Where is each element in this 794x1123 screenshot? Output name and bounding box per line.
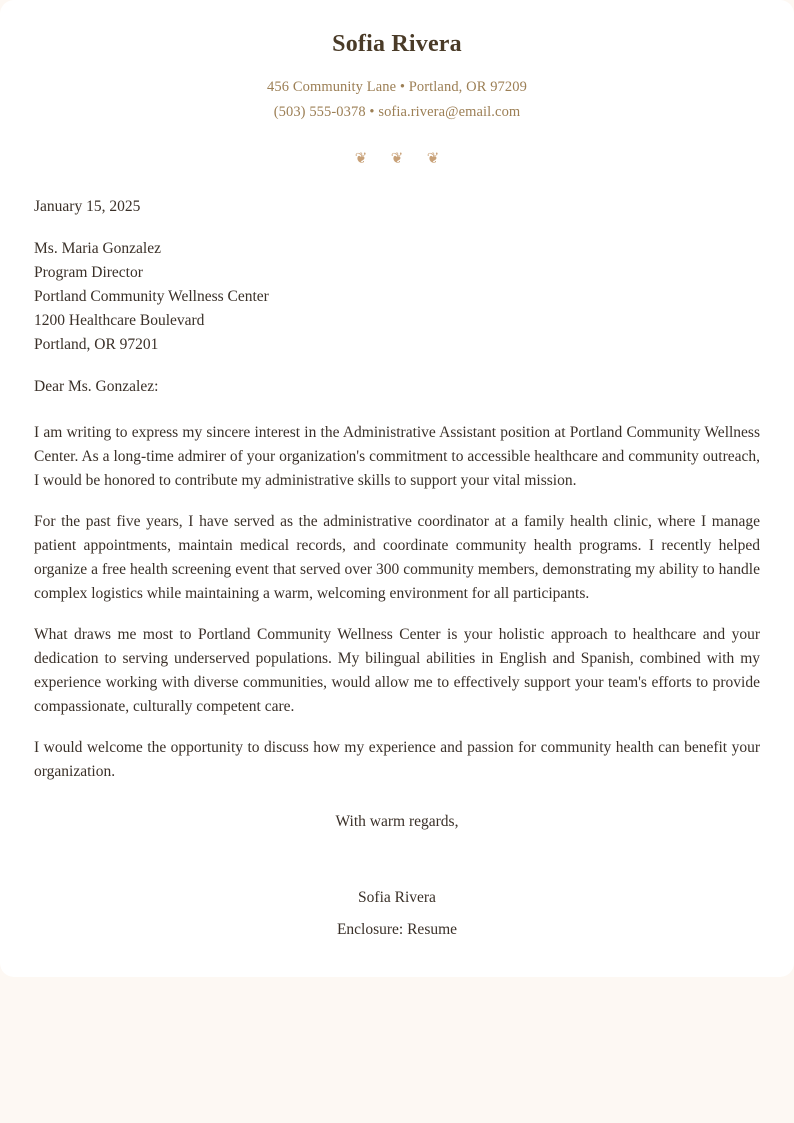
signature-name: Sofia Rivera [358,888,436,906]
salutation: Dear Ms. Gonzalez: [34,377,159,395]
letterhead [34,0,760,125]
recipient-address-block [34,237,760,357]
floral-heart-ornament-icon: ❦ [354,150,368,167]
body-paragraph: For the past five years, I have served as the administrative coordinator at a family health clinic, where I manage patient appointments, maintain medical records, and coordinate community health programs. I recently helped organize a free health screening event that served over 300 community members, demonstrating my ability to handle complex logistics while maintaining a warm, welcoming environment for all participants. [34,512,760,602]
recipient-street: 1200 Healthcare Boulevard [34,311,205,329]
ornament-divider [34,151,760,173]
enclosure-line: Enclosure: Resume [336,920,458,938]
recipient-organization: Portland Community Wellness Center [34,287,269,305]
recipient-name: Ms. Maria Gonzalez [34,239,161,257]
recipient-city-state-zip: Portland, OR 97201 [34,335,159,353]
body-paragraph: What draws me most to Portland Community Wellness Center is your holistic approach to healthcare and your dedication to serving underserved populations. My bilingual abilities in English and Spanish, combined with my experience working with diverse communities, would allow me to effectively support your team's efforts to provide compassionate, culturally competent care. [34,625,760,715]
sender-name: Sofia Rivera [332,31,462,57]
letter-body [34,195,760,942]
closing-block [34,810,760,942]
floral-heart-ornament-icon: ❦ [390,150,404,167]
letter-date: January 15, 2025 [34,197,141,215]
contact-address-line: 456 Community Lane • Portland, OR 97209 [267,78,527,95]
body-paragraph: I am writing to express my sincere interest in the Administrative Assistant position at Portland Community Wellness Center. As a long-time admirer of your organization's commitment to accessible healthcare and community outreach, I would be honored to contribute my administrative skills to support your vital mission. [34,423,760,489]
body-paragraph: I would welcome the opportunity to discuss how my experience and passion for community health can benefit your organization. [34,738,760,780]
closing-phrase: With warm regards, [335,812,459,830]
recipient-title: Program Director [34,263,143,281]
contact-phone-email-line: (503) 555-0378 • sofia.rivera@email.com [273,103,521,120]
floral-heart-ornament-icon: ❦ [426,150,440,167]
